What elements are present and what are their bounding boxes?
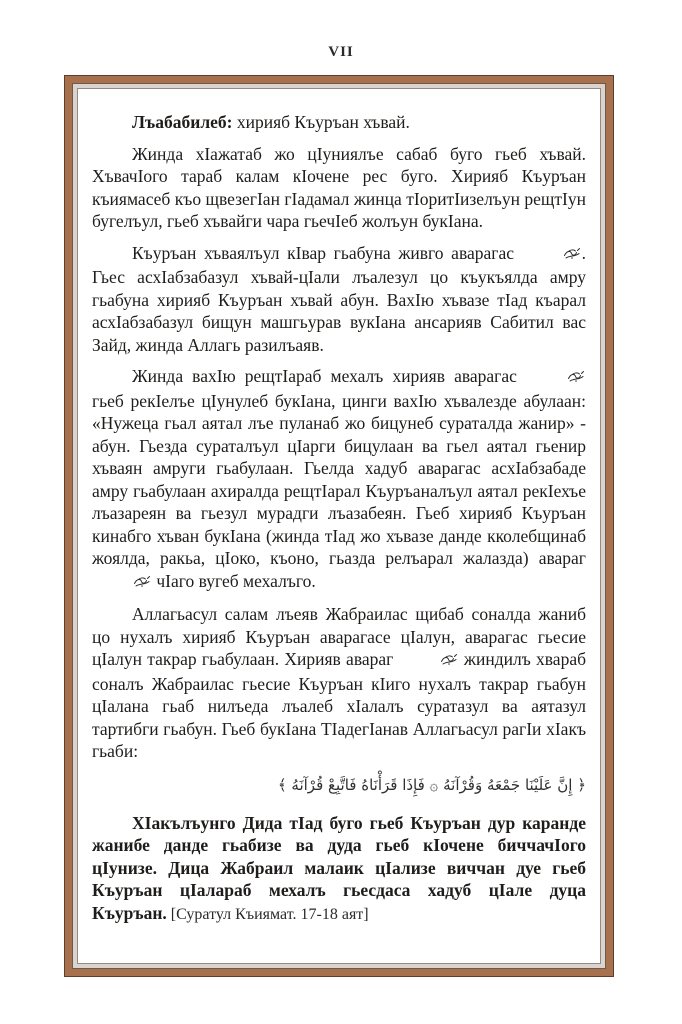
bold-text: Лъабабилеб: [132,112,233,132]
quran-verse-arabic: ﴿ إِنَّ عَلَيْنَا جَمْعَهُ وَقُرْآنَهُ ۞ فَإِذَا قَرَأْنَاهُ فَاتَّبِعْ قُرْآنَهُ ﴾ [277,775,586,794]
paragraph-4: Жинда вахIю рещтIараб мехалъ хирияв аварагас гьеб рекIелъе цIунулеб букIана, цинги вахIю хъвалезде абулаан: «Нужеца гьал аятал лъе пуланаб жо бицунеб сураталда жанир» - абун. Гьезда сураталъул цIарги бицулаан ва гьел аятал гьенир хъваян амруги гьабулаан. Гьелда хадуб аварагас асхIабзабаде амру гьабулаан ахиралда рещтIарал Къуръаналъул аятал рекIехъе лъазареян ва гьезул мурадги лъазабеян. Гьеб хирияб Къуръан кинабго хъван букIана (жинда тIад жо хъвазе данде кколебщинаб жоялда, ракьа, цIоко, къоно, гьазда релъарал жалазда) авараг чIаго вугеб мехалъго. [92,365,586,594]
bold-text: ХIакълъунго Дида тIад буго гьеб Къуръан дур каранде жанибе данде гьабизе ва дуда гьеб кIочене биччачIого цIунизе. Дица Жабраил малаик цIализе виччан дуе гьеб Къуръан цIалараб мехалъ гьесдаса хадуб цIале дуца Къуръан. [92,812,586,923]
sallallahu-alayhi-wasallam-icon [93,572,151,595]
decorative-border-light-band [72,83,606,969]
page-text-block [77,88,601,964]
verse-citation: [Суратул Къиямат. 17-18 аят] [166,905,369,923]
paragraph-opening: Лъабабилеб: хирияб Къуръан хъвай. [132,112,410,132]
paragraph-3: Къуръан хъваялъул кIвар гьабуна живго аварагас . Гьес асхIабзабазул хъвай-цIали лъалезул цо къукъялда амру гьабуна хирияб Къуръан хъвай абун. ВахIю хъвазе тIад къарал асхIабзабазул бищун машгьурав вукIана ансарияв Сабитил вас Зайд, жинда Аллагь разилъаяв. [92,242,586,355]
sallallahu-alayhi-wasallam-icon [523,244,581,267]
sallallahu-alayhi-wasallam-icon [527,367,585,390]
sallallahu-alayhi-wasallam-icon [400,650,458,673]
paragraph-5: Аллагьасул салам лъеяв Жабраилас щибаб соналда жаниб цо нухалъ хирияб Къуръан аварагасе цIалун, аварагас гьесие цIалун такрар гьабулаан. Хирияв авараг жиндилъ хвараб соналъ Жабраилас гьесие Къуръан кIиго нухалъ такрар гьабун цIалана гьаб нилъеда лъалеб хIалалъ суратазул ва аятазул тартибги гьабун. Гьеб букIана ТIадегIанав Аллагьасул рагIи хIакъ гьаби: [92,604,586,761]
decorative-border-frame [64,75,614,977]
paragraph-translation-bold [92,812,586,927]
page-number: VII [328,44,354,60]
paragraph-2: Жинда хIажатаб жо цIуниялъе сабаб буго гьеб хъвай. ХъвачIого тараб калам кIочене рес буго. Хирияб Къуръан къиямасеб къо щвезегIан гIадамал жинца тIоритIизелъун рещтIун бугелъул, гьеб хъвайги чара гьечIеб жолъун букIана. [92,143,586,231]
